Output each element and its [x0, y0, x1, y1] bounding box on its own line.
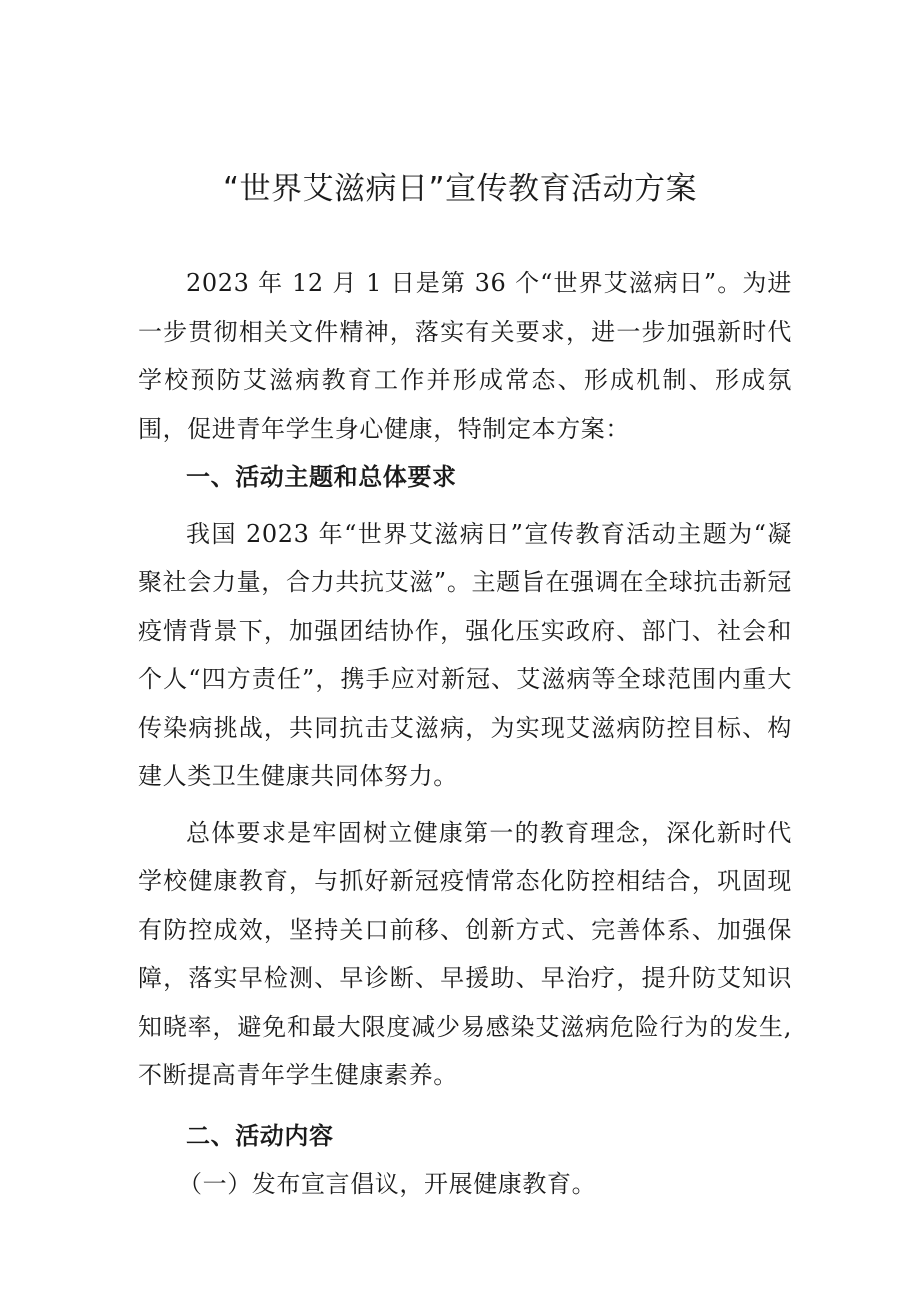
document-title: “世界艾滋病日”宣传教育活动方案 [222, 171, 698, 207]
section-2-heading: 二、活动内容 [186, 1121, 334, 1150]
section-2-subheading-1: （一）发布宣言倡议，开展健康教育。 [178, 1170, 597, 1198]
document-body [138, 259, 792, 1209]
intro-paragraph: 2023 年 12 月 1 日是第 36 个“世界艾滋病日”。为进一步贯彻相关文件精神，落实有关要求，进一步加强新时代学校预防艾滋病教育工作并形成常态、形成机制、形成氛围，促进青年学生身心健康，特制定本方案： [138, 269, 792, 443]
section-1-paragraph-2: 总体要求是牢固树立健康第一的教育理念，深化新时代学校健康教育，与抓好新冠疫情常态化防控相结合，巩固现有防控成效，坚持关口前移、创新方式、完善体系、加强保障，落实早检测、早诊断、早援助、早治疗，提升防艾知识知晓率，避免和最大限度减少易感染艾滋病危险行为的发生,不断提高青年学生健康素养。 [138, 818, 792, 1089]
section-1-heading: 一、活动主题和总体要求 [186, 463, 457, 491]
section-1-paragraph-1: 我国 2023 年“世界艾滋病日”宣传教育活动主题为“凝聚社会力量，合力共抗艾滋”。主题旨在强调在全球抗击新冠疫情背景下，加强团结协作，强化压实政府、部门、社会和个人“四方责任”，携手应对新冠、艾滋病等全球范围内重大传染病挑战，共同抗击艾滋病，为实现艾滋病防控目标、构建人类卫生健康共同体努力。 [138, 519, 792, 790]
